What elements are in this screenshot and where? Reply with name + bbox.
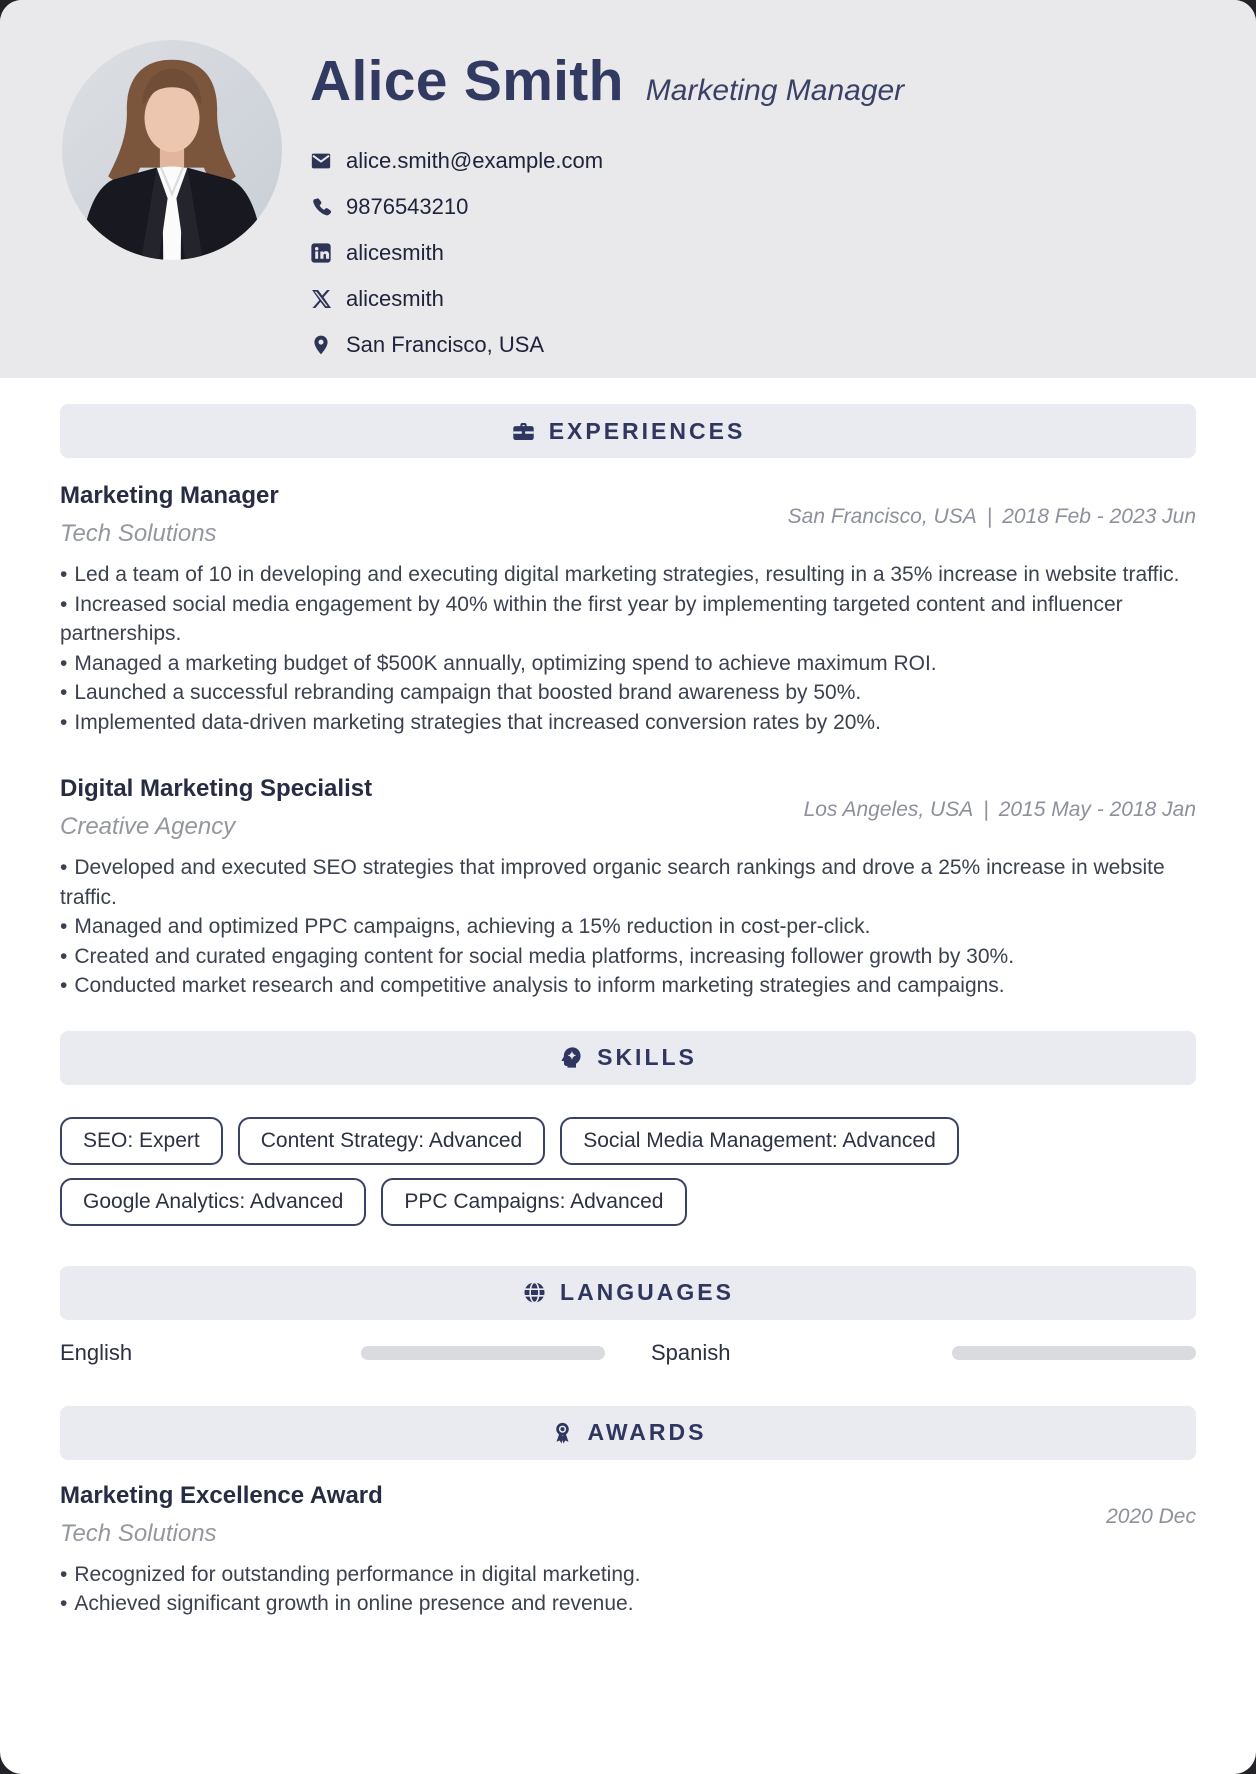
- section-header-experiences: [60, 404, 1196, 458]
- name-line: [310, 48, 1196, 114]
- profile-photo: [62, 40, 282, 260]
- skill-pill: PPC Campaigns: Advanced: [381, 1178, 686, 1226]
- bullet-marker: •: [60, 681, 68, 704]
- bullet-text: Created and curated engaging content for social media platforms, increasing follower growth by 30%.: [74, 944, 1015, 968]
- person-job-title: Marketing Manager: [645, 74, 905, 107]
- experience-company: Creative Agency: [60, 813, 236, 840]
- bullet-item: [60, 853, 1196, 912]
- bullet-text: Conducted market research and competitive analysis to inform marketing strategies and campaigns.: [74, 974, 1005, 997]
- experience-entry: [60, 775, 1196, 1001]
- briefcase-icon: [511, 419, 536, 444]
- languages-list: [60, 1340, 1196, 1366]
- experience-meta: [804, 798, 1196, 822]
- skill-pill: SEO: Expert: [60, 1117, 223, 1165]
- location-icon: [310, 334, 332, 356]
- language-progress-track: [952, 1346, 1196, 1360]
- skill-pill: Content Strategy: Advanced: [238, 1117, 546, 1165]
- experience-dates: 2015 May - 2018 Jan: [998, 798, 1196, 821]
- meta-separator: |: [986, 505, 993, 528]
- language-progress-track: [361, 1346, 605, 1360]
- bullet-item: [60, 560, 1196, 590]
- experience-bullets: [60, 853, 1196, 1001]
- contact-x-value: alicesmith: [346, 286, 444, 311]
- skill-pill: Social Media Management: Advanced: [560, 1117, 959, 1165]
- bullet-marker: •: [60, 651, 68, 675]
- section-header-languages: [60, 1266, 1196, 1320]
- skills-list: [60, 1117, 1196, 1226]
- bullet-item: [60, 1589, 1196, 1619]
- medal-icon: [550, 1420, 575, 1445]
- meta-separator: |: [983, 798, 989, 821]
- contact-list: [310, 138, 1196, 368]
- contact-row-linkedin: [310, 230, 1196, 276]
- bullet-marker: •: [60, 1562, 68, 1586]
- experience-meta: [788, 505, 1196, 529]
- bullet-item: [60, 678, 1196, 708]
- experience-role: Digital Marketing Specialist: [60, 775, 373, 802]
- language-name: Spanish: [651, 1339, 731, 1365]
- bullet-marker: •: [60, 1592, 68, 1615]
- contact-location-value: San Francisco, USA: [346, 332, 545, 357]
- section-title-skills: SKILLS: [597, 1044, 697, 1070]
- globe-icon: [522, 1280, 547, 1305]
- bullet-item: [60, 912, 1196, 942]
- skill-pill: Google Analytics: Advanced: [60, 1178, 366, 1226]
- contact-row-email: [310, 138, 1196, 184]
- experience-bullets: [60, 560, 1196, 737]
- contact-row-phone: [310, 184, 1196, 230]
- bullet-marker: •: [60, 592, 68, 616]
- contact-email-value: alice.smith@example.com: [346, 148, 604, 173]
- bullet-text: Launched a successful rebranding campaign that boosted brand awareness by 50%.: [74, 681, 862, 704]
- bullet-item: [60, 971, 1196, 1001]
- bullet-marker: •: [60, 915, 68, 938]
- contact-linkedin-value: alicesmith: [346, 240, 444, 265]
- contact-row-location: [310, 322, 1196, 368]
- experience-entry: [60, 482, 1196, 737]
- award-entry: [60, 1482, 1196, 1619]
- bullet-marker: •: [60, 944, 68, 968]
- section-header-skills: [60, 1031, 1196, 1085]
- experience-location: Los Angeles, USA: [803, 798, 974, 821]
- bullet-text: Led a team of 10 in developing and executing digital marketing strategies, resulting in a 35% increase in website traffic.: [74, 563, 1180, 586]
- profile-photo-illustration: [62, 40, 282, 260]
- resume-body: [0, 404, 1256, 1619]
- section-title-languages: LANGUAGES: [560, 1279, 734, 1305]
- phone-icon: [310, 196, 332, 218]
- language-item: [651, 1340, 1196, 1366]
- award-company: Tech Solutions: [60, 1519, 217, 1547]
- language-name: English: [60, 1339, 133, 1365]
- experience-role: Marketing Manager: [60, 482, 279, 509]
- contact-phone-value: 9876543210: [346, 194, 469, 219]
- section-title-awards: AWARDS: [587, 1419, 707, 1445]
- bullet-item: [60, 649, 1196, 679]
- bullet-text: Developed and executed SEO strategies that improved organic search rankings and drove a 25% increase in website traffic.: [60, 856, 1165, 909]
- experience-company: Tech Solutions: [60, 520, 217, 547]
- section-header-awards: [60, 1406, 1196, 1460]
- bullet-marker: •: [60, 563, 68, 586]
- section-title-experiences: EXPERIENCES: [548, 417, 746, 444]
- bullet-marker: •: [60, 856, 68, 879]
- linkedin-icon: [310, 242, 332, 264]
- experience-dates: 2018 Feb - 2023 Jun: [1002, 505, 1196, 528]
- header-text-block: [310, 48, 1196, 368]
- x-icon: [310, 288, 332, 310]
- bullet-item: [60, 1560, 1196, 1590]
- bullet-text: Recognized for outstanding performance in digital marketing.: [74, 1562, 641, 1586]
- bullet-text: Managed and optimized PPC campaigns, achieving a 15% reduction in cost-per-click.: [74, 915, 871, 938]
- email-icon: [310, 150, 332, 172]
- award-meta: [1106, 1505, 1196, 1529]
- resume-header: [0, 0, 1256, 378]
- bullet-text: Increased social media engagement by 40% within the first year by implementing targeted content and influencer partnerships.: [60, 592, 1123, 645]
- language-item: [60, 1340, 605, 1366]
- bullet-text: Managed a marketing budget of $500K annually, optimizing spend to achieve maximum ROI.: [74, 651, 937, 675]
- award-name: Marketing Excellence Award: [60, 1481, 383, 1509]
- award-date: 2020 Dec: [1106, 1504, 1196, 1528]
- head-gear-icon: [559, 1045, 584, 1070]
- bullet-item: [60, 942, 1196, 972]
- bullet-item: [60, 590, 1196, 649]
- award-bullets: [60, 1560, 1196, 1619]
- experience-location: San Francisco, USA: [787, 505, 977, 528]
- person-name: Alice Smith: [310, 49, 624, 113]
- bullet-marker: •: [60, 974, 68, 997]
- bullet-item: [60, 708, 1196, 738]
- bullet-marker: •: [60, 710, 68, 734]
- contact-row-x: [310, 276, 1196, 322]
- bullet-text: Implemented data-driven marketing strategies that increased conversion rates by 20%.: [74, 710, 881, 734]
- bullet-text: Achieved significant growth in online presence and revenue.: [74, 1592, 634, 1615]
